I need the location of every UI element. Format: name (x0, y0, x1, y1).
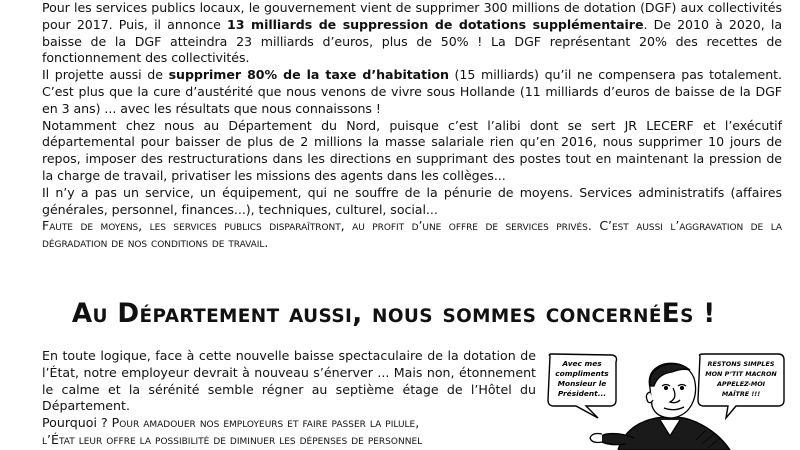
bubble-left-line-2: compliments (555, 369, 609, 378)
paragraph-pourquoi: Pourquoi ? Pour amadouer nos employeurs et faire passer la pilule, (42, 415, 420, 431)
section-headline: Au Département aussi, nous sommes concernéEs ! (71, 298, 716, 329)
speech-bubble-left (548, 354, 617, 418)
bubble-right-line-2: MON P’TIT MACRON (705, 370, 777, 378)
paragraph-taxe-habitation: Il projette aussi de supprimer 80% de la taxe d’habitation (15 milliards) qu’il ne compensera pas totalement. C’est plus que la cure d’austérité que nous venons de vivre sous Hollande (11 milliards d’euros de baisse de la DGF en 3 ans) ... avec les résultats que nous connaissons ! (42, 67, 783, 116)
speech-bubble-right (698, 354, 784, 418)
paragraph-departement-nord: Notamment chez nous au Département du Nord, puisque c’est l’alibi dont se sert JR LECERF et l’exécutif départemental pour baisser de plus de 2 millions la masse salariale rien qu’en 2016, nous supprimer 10 jours de repos, imposer des restructurations dans les directions en supprimant des postes tout en maintenant la pression de la charge de travail, privatiser les missions des agents dans les collèges... (42, 117, 782, 183)
article-bottom-section (42, 348, 536, 449)
paragraph-conclusion: Faute de moyens, les services publics disparaîtront, au profit d’une offre de services privés. C’est aussi l’aggravation de la dégradation de nos conditions de travail. (42, 218, 782, 251)
bubble-left-line-1: Avec mes (562, 359, 602, 368)
emphasis-13-milliards: 13 milliards de suppression de dotations supplémentaire (227, 16, 644, 32)
paragraph-dotations: Pour les services publics locaux, le gouvernement vient de supprimer 300 millions de dotation (DGF) aux collectivités pour 2017. Puis, il annonce 13 milliards de suppression de dotations supplémentaire. De 2010 à 2020, la baisse de la DGF atteindra 23 milliards d’euros, plus de 50% ! La DGF représentant 20% des recettes de fonctionnement des collectivités. (42, 0, 782, 66)
paragraph-penurie: Il n’y a pas un service, un équipement, qui ne souffre de la pénurie de moyens. Services administratifs (affaires générales, personnel, finances...), techniques, culturel, social... (42, 184, 782, 217)
paragraph-logique: En toute logique, face à cette nouvelle baisse spectaculaire de la dotation de l’État, notre employeur devrait à nouveau s’énerver ... Mais non, étonnement le calme et la sérénité semble régner au septième étage de l’Hôtel du Département. (42, 348, 536, 414)
bubble-right-line-1: RESTONS SIMPLES (707, 360, 775, 368)
bubble-left-line-4: Président... (557, 389, 607, 398)
cartoon-illustration (546, 352, 786, 450)
bubble-right-line-4: MAÎTRE !!! (721, 390, 761, 398)
emphasis-taxe-habitation: supprimer 80% de la taxe d’habitation (168, 67, 449, 83)
paragraph-cut-off: l’État leur offre la possibilité de diminuer les dépenses de personnel (42, 431, 423, 447)
bubble-left-line-3: Monsieur le (557, 379, 607, 388)
bubble-right-line-3: APPELEZ-MOI (716, 380, 766, 388)
article-top-section (42, 0, 782, 252)
